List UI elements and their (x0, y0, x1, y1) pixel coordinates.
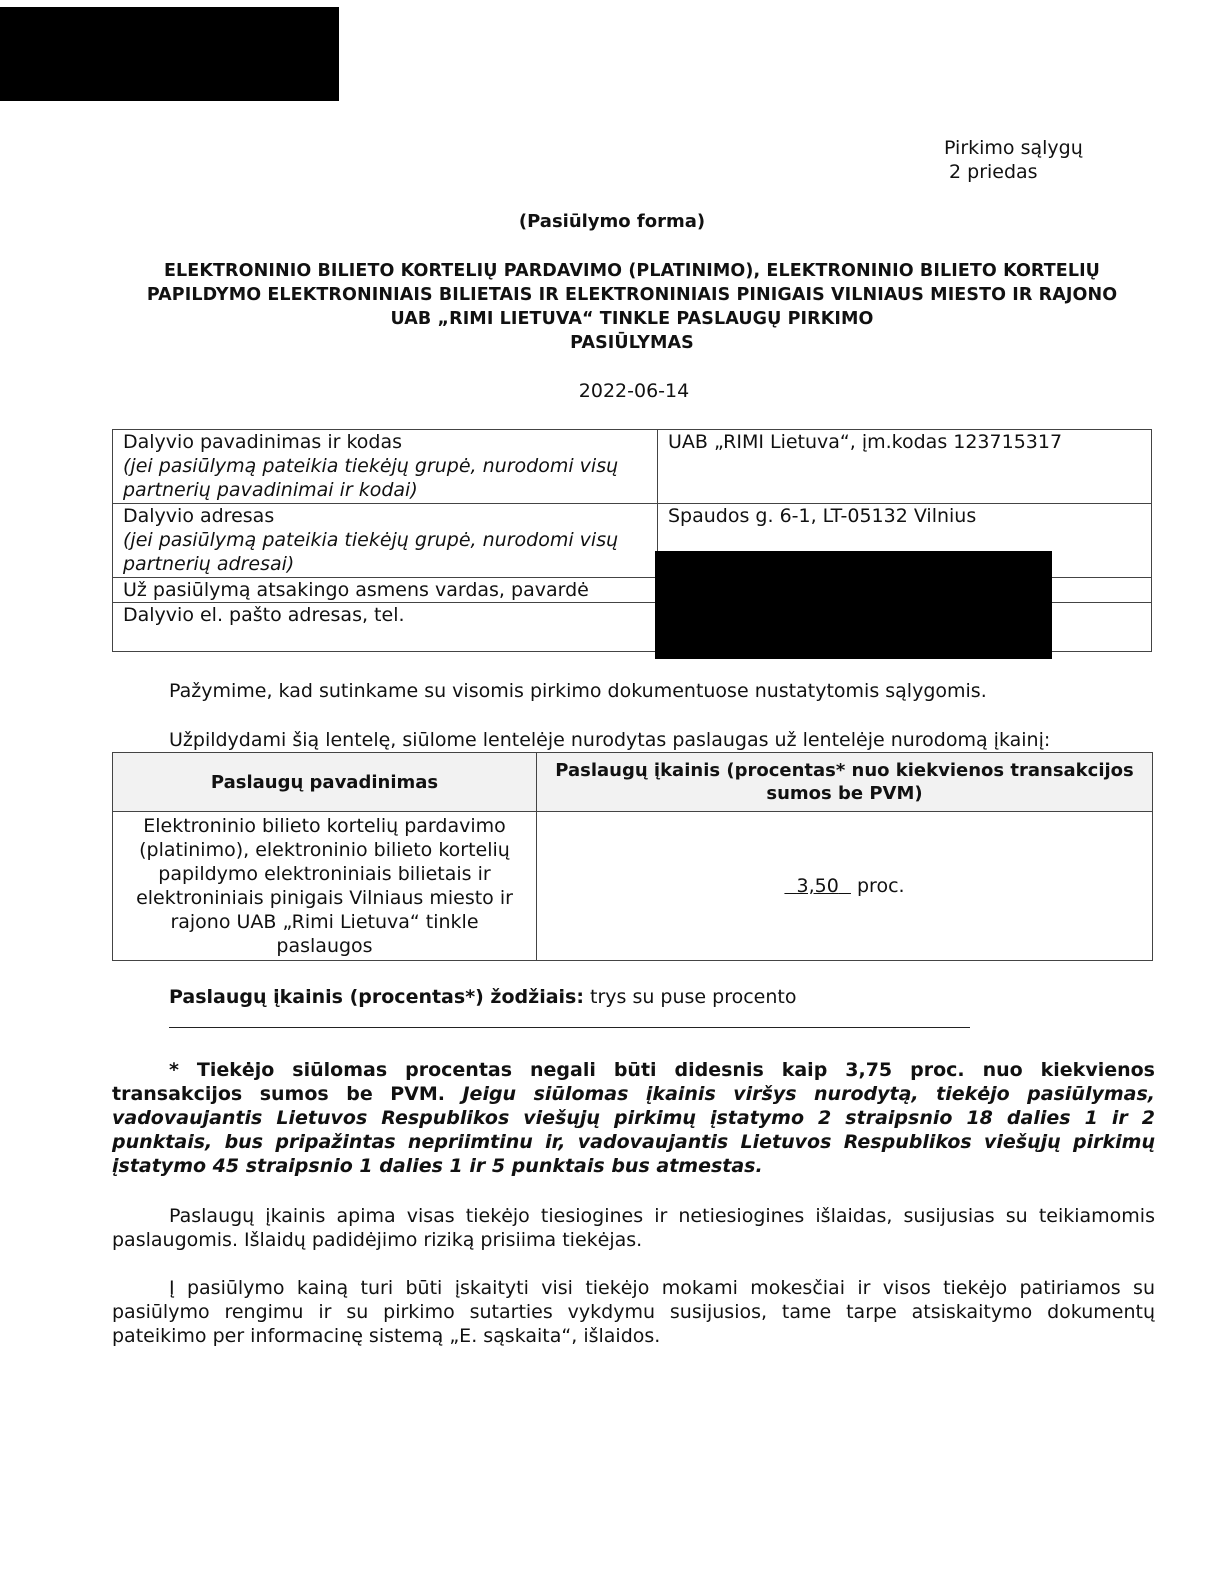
title-line-3: UAB „RIMI LIETUVA“ TINKLE PASLAUGŲ PIRKIMO (390, 309, 874, 329)
redaction-block-contact (655, 551, 1052, 659)
footnote-note (112, 1058, 1155, 1178)
note-part-2: Jeigu siūlomas įkainis viršys nurodytą, tiekėjo pasiūlymas, vadovaujantis Lietuvos Respublikos viešųjų pirkimų įstatymo 2 straipsnio 18 dalies 1 ir 2 punktais, bus pripažintas nepriimtinu ir, vadovaujantis Lietuvos Respublikos viešųjų pirkimų įstatymo 45 straipsnio 1 dalies 1 ir 5 punktais bus atmestas. (112, 1083, 1155, 1177)
taxes-text: Į pasiūlymo kainą turi būti įskaityti visi tiekėjo mokami mokesčiai ir visos tiekėjo patiriamos su pasiūlymo rengimu ir su pirkimo sutarties vykdymu susijusios, tame tarpe atsiskaitymo dokumentų pateikimo per informacinę sistemą „E. sąskaita“, išlaidos. (112, 1277, 1155, 1347)
document-title (112, 259, 1152, 355)
title-line-2: PAPILDYMO ELEKTRONINIAIS BILIETAIS IR ELEKTRONINIAIS PINIGAIS VILNIAUS MIESTO IR RAJONO (146, 285, 1118, 305)
info-label-cell (113, 504, 658, 578)
info-label-cell (113, 430, 658, 504)
price-in-words (169, 986, 797, 1008)
price-in-words-value: trys su puse procento (590, 986, 797, 1008)
service-price-cell (537, 812, 1153, 961)
price-in-words-label: Paslaugų įkainis (procentas*) žodžiais: (169, 986, 584, 1008)
participant-address-label: Dalyvio adresas (123, 505, 275, 527)
participant-name-note: (jei pasiūlymą pateikia tiekėjų grupė, nurodomi visų partnerių pavadinimai ir kodai) (123, 455, 619, 501)
taxes-paragraph (112, 1276, 1155, 1348)
table-header-row (113, 753, 1153, 812)
confirmation-text: Pažymime, kad sutinkame su visomis pirkimo dokumentuose nustatytomis sąlygomis. (169, 680, 987, 702)
price-value (784, 875, 851, 897)
title-line-4: PASIŪLYMAS (570, 333, 694, 353)
price-table-intro: Užpildydami šią lentelę, siūlome lentelėje nurodytas paslaugas už lentelėje nurodomą įkainį: (169, 729, 1051, 751)
price-table (112, 752, 1153, 961)
signature-underline (169, 1027, 970, 1028)
redaction-block-header (0, 7, 339, 101)
price-unit: proc. (856, 875, 905, 897)
document-date: 2022-06-14 (578, 380, 690, 402)
title-line-1: ELEKTRONINIO BILIETO KORTELIŲ PARDAVIMO (PLATINIMO), ELEKTRONINIO BILIETO KORTELIŲ (164, 261, 1100, 281)
header-service-name: Paslaugų pavadinimas (113, 753, 537, 812)
form-label: (Pasiūlymo forma) (518, 211, 706, 232)
note-part-1: * Tiekėjo siūlomas procentas negali būti didesnis kaip 3,75 proc. nuo kiekvienos transakcijos sumos be PVM. (112, 1059, 1155, 1105)
table-row (113, 812, 1153, 961)
service-name-cell: Elektroninio bilieto kortelių pardavimo (platinimo), elektroninio bilieto kortelių papildymo elektroniniais bilietais ir elektroniniais pinigais Vilniaus miesto ir rajono UAB „Rimi Lietuva“ tinkle paslaugos (113, 812, 537, 961)
participant-address-note: (jei pasiūlymą pateikia tiekėjų grupė, nurodomi visų partnerių adresai) (123, 529, 619, 575)
header-service-price: Paslaugų įkainis (procentas* nuo kiekvienos transakcijos sumos be PVM) (537, 753, 1153, 812)
table-row (113, 430, 1152, 504)
annex-line-2: 2 priedas (949, 161, 1038, 183)
costs-paragraph (112, 1204, 1155, 1252)
annex-reference (944, 136, 1083, 184)
costs-text: Paslaugų įkainis apima visas tiekėjo tiesiogines ir netiesiogines išlaidas, susijusias su teikiamomis paslaugomis. Išlaidų padidėjimo riziką prisiima tiekėjas. (112, 1205, 1155, 1251)
participant-address-value: Spaudos g. 6-1, LT-05132 Vilnius (658, 504, 1152, 578)
participant-name-value: UAB „RIMI Lietuva“, įm.kodas 123715317 (658, 430, 1152, 504)
annex-line-1: Pirkimo sąlygų (944, 137, 1083, 159)
price-value-text: 3,50 (796, 875, 839, 897)
contact-label: Dalyvio el. pašto adresas, tel. (113, 603, 658, 652)
responsible-person-label: Už pasiūlymą atsakingo asmens vardas, pavardė (113, 578, 658, 603)
participant-name-label: Dalyvio pavadinimas ir kodas (123, 431, 403, 453)
